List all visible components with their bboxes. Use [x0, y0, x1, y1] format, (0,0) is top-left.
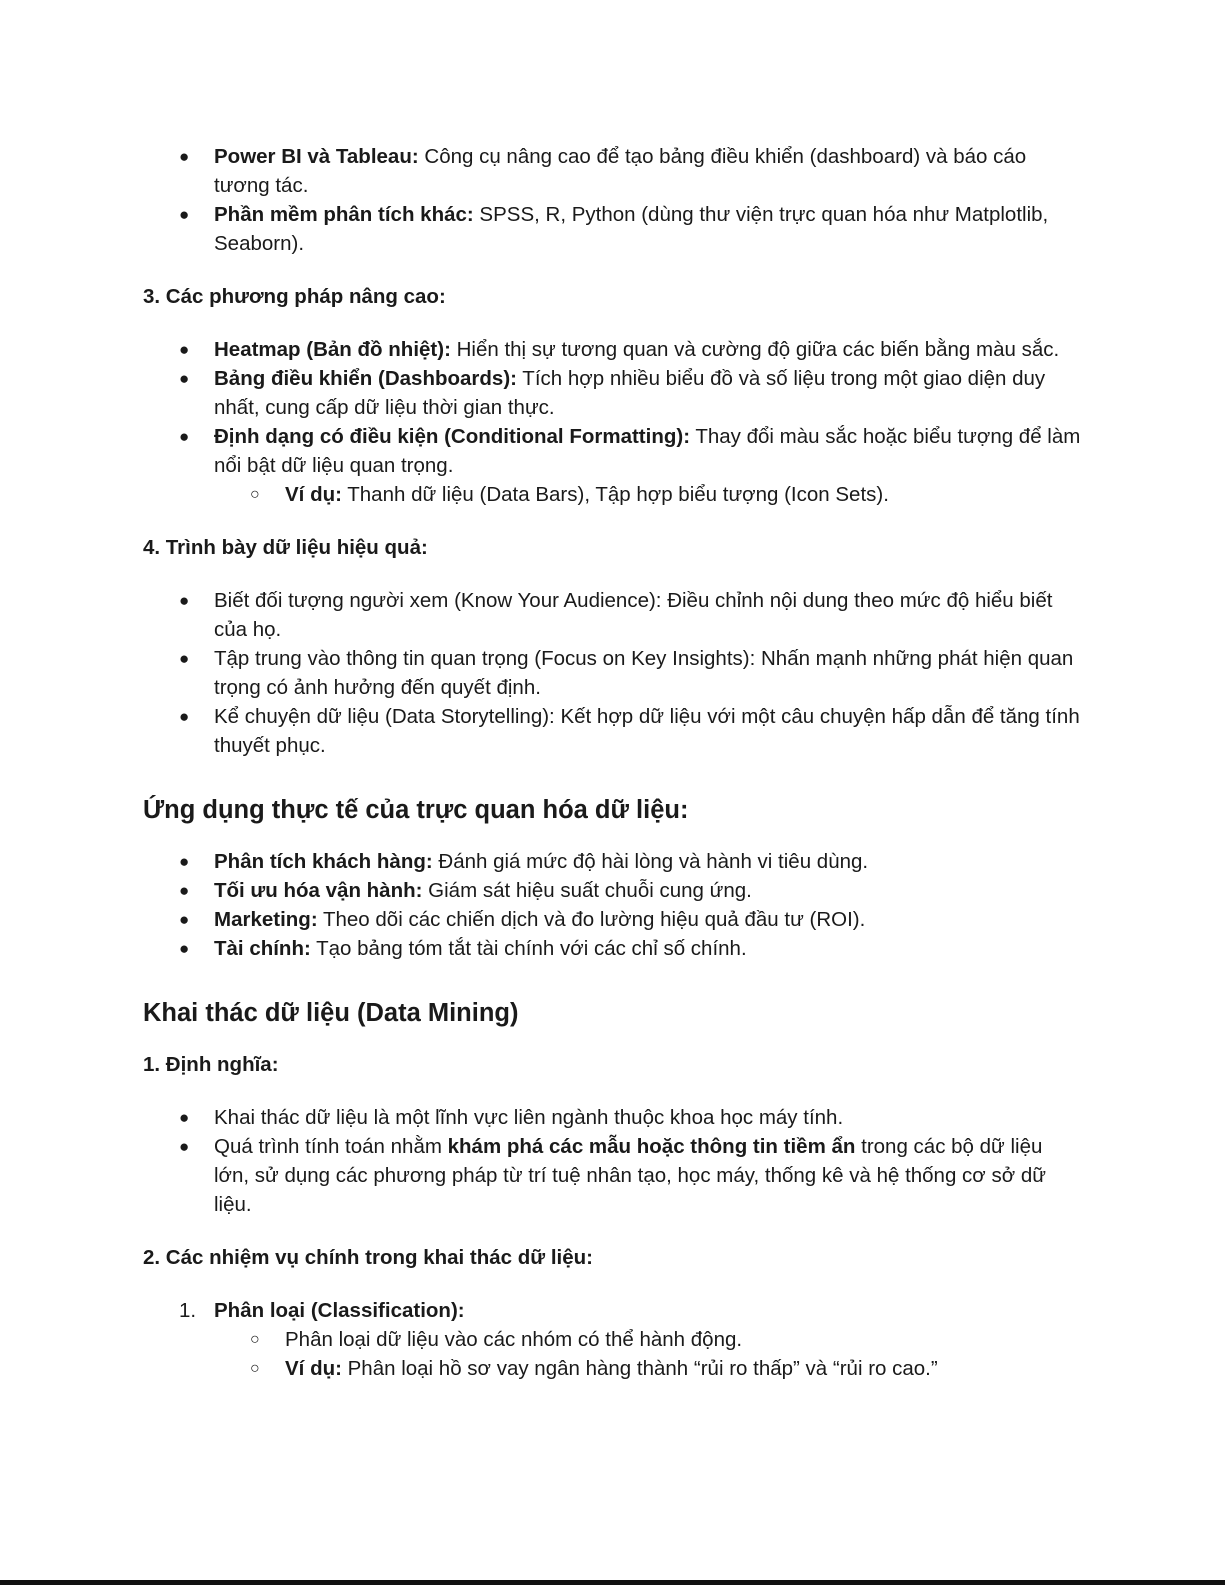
list-item: ● Biết đối tượng người xem (Know Your Audience): Điều chỉnh nội dung theo mức độ hiểu biết của họ. [143, 586, 1083, 644]
hollow-bullet-icon: ○ [250, 486, 260, 503]
list-number: 1. [179, 1299, 197, 1322]
numbered-list-item: 1. Phân loại (Classification): [143, 1296, 1083, 1325]
bullet-icon: ● [179, 707, 190, 726]
list-item: ● Power BI và Tableau: Công cụ nâng cao để tạo bảng điều khiển (dashboard) và báo cáo tương tác. [143, 142, 1083, 200]
bullet-icon: ● [179, 910, 190, 929]
section-heading: 3. Các phương pháp nâng cao: [143, 285, 446, 308]
sub-list-item: ○ Phân loại dữ liệu vào các nhóm có thể hành động. [143, 1325, 1083, 1354]
list-item: ● Heatmap (Bản đồ nhiệt): Hiển thị sự tương quan và cường độ giữa các biến bằng màu sắc. [143, 335, 1083, 364]
bullet-icon: ● [179, 340, 190, 359]
applications-list [143, 847, 1083, 963]
list-item: ● Bảng điều khiển (Dashboards): Tích hợp nhiều biểu đồ và số liệu trong một giao diện duy nhất, cung cấp dữ liệu thời gian thực. [143, 364, 1083, 422]
list-item: ● Định dạng có điều kiện (Conditional Formatting): Thay đổi màu sắc hoặc biểu tượng để làm nổi bật dữ liệu quan trọng. [143, 422, 1083, 480]
list-item: ● Kể chuyện dữ liệu (Data Storytelling): Kết hợp dữ liệu với một câu chuyện hấp dẫn để tăng tính thuyết phục. [143, 702, 1083, 760]
sub-list-item: ○ Ví dụ: Phân loại hồ sơ vay ngân hàng thành “rủi ro thấp” và “rủi ro cao.” [143, 1354, 1083, 1383]
bullet-icon: ● [179, 591, 190, 610]
presentation-list [143, 586, 1083, 760]
bullet-icon: ● [179, 852, 190, 871]
list-item: ● Khai thác dữ liệu là một lĩnh vực liên ngành thuộc khoa học máy tính. [143, 1103, 1083, 1132]
bullet-icon: ● [179, 1137, 190, 1156]
bullet-icon: ● [179, 369, 190, 388]
list-item: ● Quá trình tính toán nhằm khám phá các mẫu hoặc thông tin tiềm ẩn trong các bộ dữ liệu lớn, sử dụng các phương pháp từ trí tuệ nhân tạo, học máy, thống kê và hệ thống cơ sở dữ liệu. [143, 1132, 1083, 1219]
list-item: ● Phân tích khách hàng: Đánh giá mức độ hài lòng và hành vi tiêu dùng. [143, 847, 1083, 876]
sub-list-item: ○ Ví dụ: Thanh dữ liệu (Data Bars), Tập hợp biểu tượng (Icon Sets). [143, 480, 1083, 509]
page-bottom-border [0, 1580, 1225, 1585]
bullet-icon: ● [179, 147, 190, 166]
document-page [143, 142, 1083, 1383]
list-item: ● Tài chính: Tạo bảng tóm tắt tài chính với các chỉ số chính. [143, 934, 1083, 963]
hollow-bullet-icon: ○ [250, 1360, 260, 1377]
section-heading: 1. Định nghĩa: [143, 1053, 279, 1076]
list-item: ● Marketing: Theo dõi các chiến dịch và đo lường hiệu quả đầu tư (ROI). [143, 905, 1083, 934]
bullet-icon: ● [179, 205, 190, 224]
page-heading: Khai thác dữ liệu (Data Mining) [143, 999, 519, 1027]
bullet-icon: ● [179, 881, 190, 900]
page-heading: Ứng dụng thực tế của trực quan hóa dữ liệu: [143, 796, 689, 824]
advanced-methods-list [143, 335, 1083, 509]
definition-list [143, 1103, 1083, 1219]
list-item: ● Phần mềm phân tích khác: SPSS, R, Python (dùng thư viện trực quan hóa như Matplotlib, Seaborn). [143, 200, 1083, 258]
hollow-bullet-icon: ○ [250, 1331, 260, 1348]
tools-list [143, 142, 1083, 258]
bullet-icon: ● [179, 649, 190, 668]
section-heading: 4. Trình bày dữ liệu hiệu quả: [143, 536, 428, 559]
section-heading: 2. Các nhiệm vụ chính trong khai thác dữ liệu: [143, 1246, 593, 1269]
bullet-icon: ● [179, 939, 190, 958]
list-item: ● Tối ưu hóa vận hành: Giám sát hiệu suất chuỗi cung ứng. [143, 876, 1083, 905]
tasks-list [143, 1296, 1083, 1383]
bullet-icon: ● [179, 1108, 190, 1127]
list-item: ● Tập trung vào thông tin quan trọng (Focus on Key Insights): Nhấn mạnh những phát hiện quan trọng có ảnh hưởng đến quyết định. [143, 644, 1083, 702]
bullet-icon: ● [179, 427, 190, 446]
